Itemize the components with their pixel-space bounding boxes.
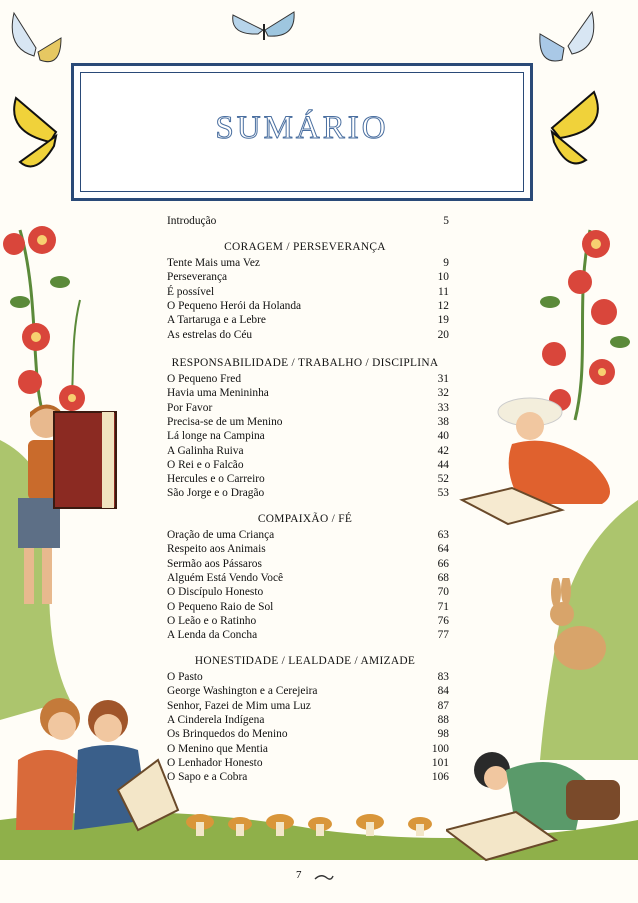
swirl-ornament-icon xyxy=(313,873,335,883)
toc-entry-page: 77 xyxy=(437,629,449,642)
toc-entry-title: As estrelas do Céu xyxy=(167,328,253,341)
toc-entry-title: O Discípulo Honesto xyxy=(167,586,264,599)
swallowtail-butterfly-icon xyxy=(534,86,614,170)
toc-entry-page: 9 xyxy=(443,257,449,269)
toc-entry-title: Havia uma Menininha xyxy=(167,387,269,400)
toc-entry-page: 66 xyxy=(437,557,449,570)
toc-entry-page: 106 xyxy=(431,771,449,784)
boy-reading-illustration xyxy=(10,400,122,630)
toc-entry[interactable] xyxy=(167,299,452,314)
butterfly-icon xyxy=(6,8,66,88)
toc-entry-page: 76 xyxy=(437,614,449,627)
toc-entry-page: 70 xyxy=(437,586,449,599)
toc-entry-title: O Pequeno Raio de Sol xyxy=(167,600,274,613)
hollyhock-flowers-left xyxy=(0,222,100,422)
toc-entry[interactable] xyxy=(167,614,452,629)
toc-entry-title: Tente Mais uma Vez xyxy=(167,257,260,269)
toc-entry-page: 42 xyxy=(437,444,449,457)
toc-entry[interactable] xyxy=(167,386,452,401)
toc-entry[interactable] xyxy=(167,684,452,699)
toc-entry[interactable] xyxy=(167,571,452,586)
section-heading: RESPONSABILIDADE / TRABALHO / DISCIPLINA xyxy=(171,357,439,369)
toc-entry-page: 68 xyxy=(437,571,449,584)
toc-entry-title: Por Favor xyxy=(167,401,213,414)
toc-entry-page: 87 xyxy=(437,699,449,712)
toc-entry-page: 20 xyxy=(437,328,449,341)
toc-entry-page: 44 xyxy=(437,458,449,471)
toc-entry[interactable] xyxy=(167,415,452,430)
section-heading: HONESTIDADE / LEALDADE / AMIZADE xyxy=(194,655,416,667)
toc-entry-title: A Galinha Ruiva xyxy=(167,444,244,457)
toc-entry[interactable] xyxy=(167,727,452,742)
toc-entry[interactable] xyxy=(167,444,452,459)
toc-entry-page: 5 xyxy=(443,215,449,227)
toc-entry-title: O Sapo e a Cobra xyxy=(167,771,248,784)
toc-entry-title: O Pasto xyxy=(167,671,203,683)
toc-entry-title: Os Brinquedos do Menino xyxy=(167,728,288,741)
toc-entry[interactable] xyxy=(167,401,452,416)
toc-entry[interactable] xyxy=(167,670,452,685)
toc-entry[interactable] xyxy=(167,542,452,557)
toc-entry[interactable] xyxy=(167,628,452,643)
girl-reading-illustration xyxy=(452,392,632,532)
toc-entry[interactable] xyxy=(167,557,452,572)
toc-entry-page: 84 xyxy=(437,685,449,698)
toc-entry[interactable] xyxy=(167,256,452,271)
toc-entry[interactable] xyxy=(167,770,452,785)
toc-entry-page: 19 xyxy=(437,314,449,327)
toc-entry-title: O Rei e o Falcão xyxy=(167,458,244,471)
toc-entry-page: 98 xyxy=(437,728,449,741)
toc-entry-title: Senhor, Fazei de Mim uma Luz xyxy=(167,699,311,712)
toc-entry[interactable] xyxy=(167,585,452,600)
mushrooms-illustration xyxy=(180,808,460,848)
toc-entry-page: 100 xyxy=(431,742,449,755)
toc-entry-title: Hercules e o Carreiro xyxy=(167,473,265,486)
butterfly-icon xyxy=(534,8,600,84)
toc-entry-page: 10 xyxy=(437,271,449,284)
toc-entry-page: 40 xyxy=(437,430,449,443)
toc-entry-intro[interactable] xyxy=(167,214,452,229)
toc-entry-title: O Menino que Mentia xyxy=(167,742,268,755)
toc-entry-title: Sermão aos Pássaros xyxy=(167,557,262,570)
toc-entry-page: 31 xyxy=(437,373,449,385)
toc-entry[interactable] xyxy=(167,486,452,501)
toc-entry-page: 71 xyxy=(437,600,449,613)
toc-entry-page: 33 xyxy=(437,401,449,414)
toc-entry[interactable] xyxy=(167,742,452,757)
toc-entry[interactable] xyxy=(167,429,452,444)
toc-entry-title: Perseverança xyxy=(167,271,228,284)
toc-entry[interactable] xyxy=(167,600,452,615)
toc-entry-page: 101 xyxy=(431,756,449,769)
toc-entry-page: 64 xyxy=(437,543,449,556)
toc-entry-page: 63 xyxy=(437,529,449,541)
page-title: SUMÁRIO xyxy=(215,110,389,146)
toc-entry-title: O Lenhador Honesto xyxy=(167,756,263,769)
toc-entry-title: Introdução xyxy=(167,215,217,227)
rabbit-illustration xyxy=(540,578,610,678)
swallowtail-butterfly-icon xyxy=(6,92,68,174)
toc-entry-title: A Cinderela Indígena xyxy=(167,713,265,726)
toc-entry[interactable] xyxy=(167,756,452,771)
toc-entry[interactable] xyxy=(167,313,452,328)
section-heading: COMPAIXÃO / FÉ xyxy=(257,513,353,525)
toc-entry-page: 11 xyxy=(438,285,449,298)
page-number: 7 xyxy=(296,869,302,881)
toc-entry-title: Precisa-se de um Menino xyxy=(167,415,283,428)
toc-entry-title: O Leão e o Ratinho xyxy=(167,614,257,627)
toc-entry[interactable] xyxy=(167,472,452,487)
toc-entry-title: A Tartaruga e a Lebre xyxy=(167,314,266,327)
toc-entry-page: 12 xyxy=(437,299,449,312)
title-frame xyxy=(71,63,533,201)
toc-entry-page: 83 xyxy=(437,671,449,683)
toc-entry-page: 88 xyxy=(437,713,449,726)
toc-entry[interactable] xyxy=(167,270,452,285)
toc-entry-page: 32 xyxy=(437,387,449,400)
toc-entry-page: 53 xyxy=(437,487,449,500)
toc-entry-title: O Pequeno Herói da Holanda xyxy=(167,299,302,312)
toc-entry-page: 38 xyxy=(437,415,449,428)
toc-entry[interactable] xyxy=(167,372,452,387)
toc-entry-title: Lá longe na Campina xyxy=(167,430,265,443)
toc-entry[interactable] xyxy=(167,528,452,543)
toc-entry-title: Oração de uma Criança xyxy=(167,529,275,541)
toc-entry-title: O Pequeno Fred xyxy=(167,373,242,385)
toc-entry-title: É possível xyxy=(167,285,215,298)
toc-entry-title: Alguém Está Vendo Você xyxy=(167,571,284,584)
boy-lying-reading-illustration xyxy=(446,740,632,864)
toc-entry-title: A Lenda da Concha xyxy=(167,629,258,642)
toc-entry[interactable] xyxy=(167,713,452,728)
toc-entry[interactable] xyxy=(167,458,452,473)
toc-entry-title: Respeito aos Animais xyxy=(167,543,266,556)
toc-entry[interactable] xyxy=(167,285,452,300)
toc-entry[interactable] xyxy=(167,699,452,714)
section-heading: CORAGEM / PERSEVERANÇA xyxy=(224,241,386,253)
toc-entry-title: São Jorge e o Dragão xyxy=(167,487,265,500)
toc-entry-page: 52 xyxy=(437,473,449,486)
toc-entry[interactable] xyxy=(167,328,452,343)
toc-entry-title: George Washington e a Cerejeira xyxy=(167,685,318,698)
butterfly-icon xyxy=(228,10,298,46)
